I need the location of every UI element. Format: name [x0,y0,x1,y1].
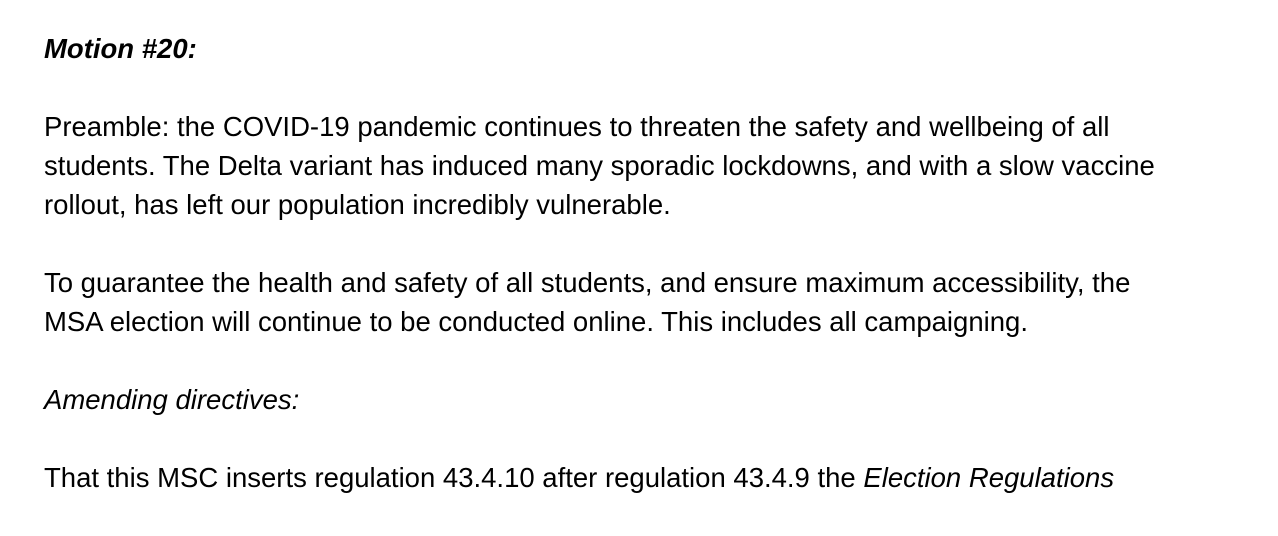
guarantee-line-2: MSA election will continue to be conducted online. This includes all campaigning. [44,306,1028,337]
guarantee-paragraph [44,263,1259,341]
directive-paragraph [44,458,1259,497]
document-body [44,29,1259,536]
directive-text: That this MSC inserts regulation 43.4.10 after regulation 43.4.9 the [44,462,864,493]
directive-line [44,458,1259,497]
preamble-line-2: students. The Delta variant has induced many sporadic lockdowns, and with a slow vaccine [44,150,1155,181]
preamble-line-3: rollout, has left our population incredibly vulnerable. [44,189,671,220]
guarantee-line-1: To guarantee the health and safety of all students, and ensure maximum accessibility, the [44,267,1131,298]
preamble-line-1: Preamble: the COVID-19 pandemic continues to threaten the safety and wellbeing of all [44,111,1110,142]
amending-directives-heading: Amending directives: [44,384,300,415]
motion-title: Motion #20: [44,33,197,64]
election-regulations-title: Election Regulations [863,462,1115,493]
preamble-paragraph [44,107,1259,224]
